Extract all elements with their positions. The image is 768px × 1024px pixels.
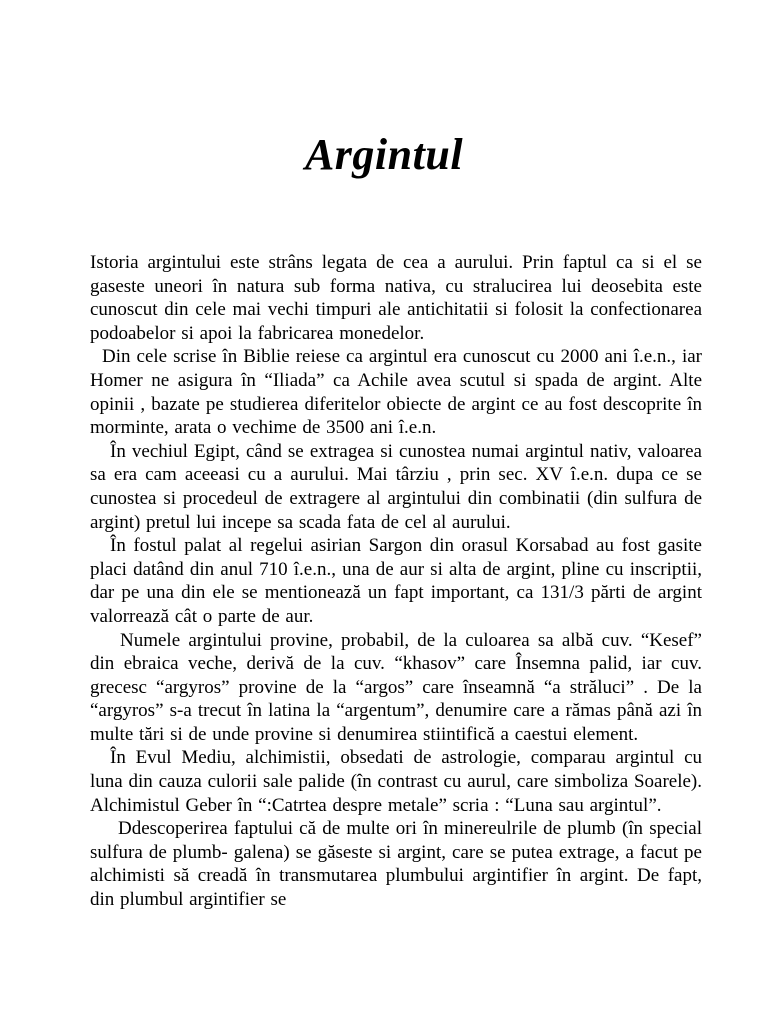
document-body [90, 251, 702, 912]
paragraph-name-origin: Numele argintului provine, probabil, de la culoarea sa albă cuv. “Kesef” din ebraica veche, derivă de la cuv. “khasov” care Însemna palid, iar cuv. grecesc “argyros” provine de la “argos” care înseamnă “a străluci” . De la “argyros” s-a trecut în latina la “argentum”, denumire care a rămas până azi în multe tări si de unde provine si denumirea stiintifică a caestui element. [90, 629, 702, 745]
paragraph-history: Istoria argintului este strâns legata de cea a aurului. Prin faptul ca si el se gaseste uneori în natura sub forma nativa, cu stralucirea lui deosebita este cunoscut din cele mai vechi timpuri ale antichitatii si folosit la confectionarea podoabelor si apoi la fabricarea monedelor. [90, 252, 702, 344]
paragraph-sargon: În fostul palat al regelui asirian Sargon din orasul Korsabad au fost gasite placi datând din anul 710 î.e.n., una de aur si alta de argint, pline cu inscriptii, dar pe una din ele se mentionează un fapt important, ca 131/3 părti de argint valorrează cât o parte de aur. [90, 535, 702, 627]
paragraph-bible: Din cele scrise în Biblie reiese ca argintul era cunoscut cu 2000 ani î.e.n., iar Homer ne asigura în “Iliada” ca Achile avea scutul si spada de argint. Alte opinii , bazate pe studierea diferitelor obiecte de argint ce au fost descoprite în morminte, arata o vechime de 3500 ani î.e.n. [90, 346, 702, 439]
paragraph-egypt: În vechiul Egipt, când se extragea si cunostea numai argintul nativ, valoarea sa era cam aceeasi cu a aurului. Mai târziu , prin sec. XV î.e.n. dupa ce se cunostea si procedeul de extragere al argintului din combinatii (din sulfura de argint) pretul lui incepe sa scada fata de cel al aurului. [90, 440, 702, 533]
paragraph-lead-discovery: Ddescoperirea faptului că de multe ori în minereulrile de plumb (în special sulfura de plumb- galena) se găseste si argint, care se putea extrage, a facut pe alchimisti să creadă în transmutarea plumbului argintifier în argint. De fapt, din plumbul argintifier se [90, 818, 702, 911]
document-title: Argintul [304, 130, 464, 179]
paragraph-middle-ages: În Evul Mediu, alchimistii, obsedati de astrologie, comparau argintul cu luna din cauza culorii sale palide (în contrast cu aurul, care simboliza Soarele). Alchimistul Geber în “:Catrtea despre metale” scria : “Luna sau argintul”. [90, 747, 702, 816]
